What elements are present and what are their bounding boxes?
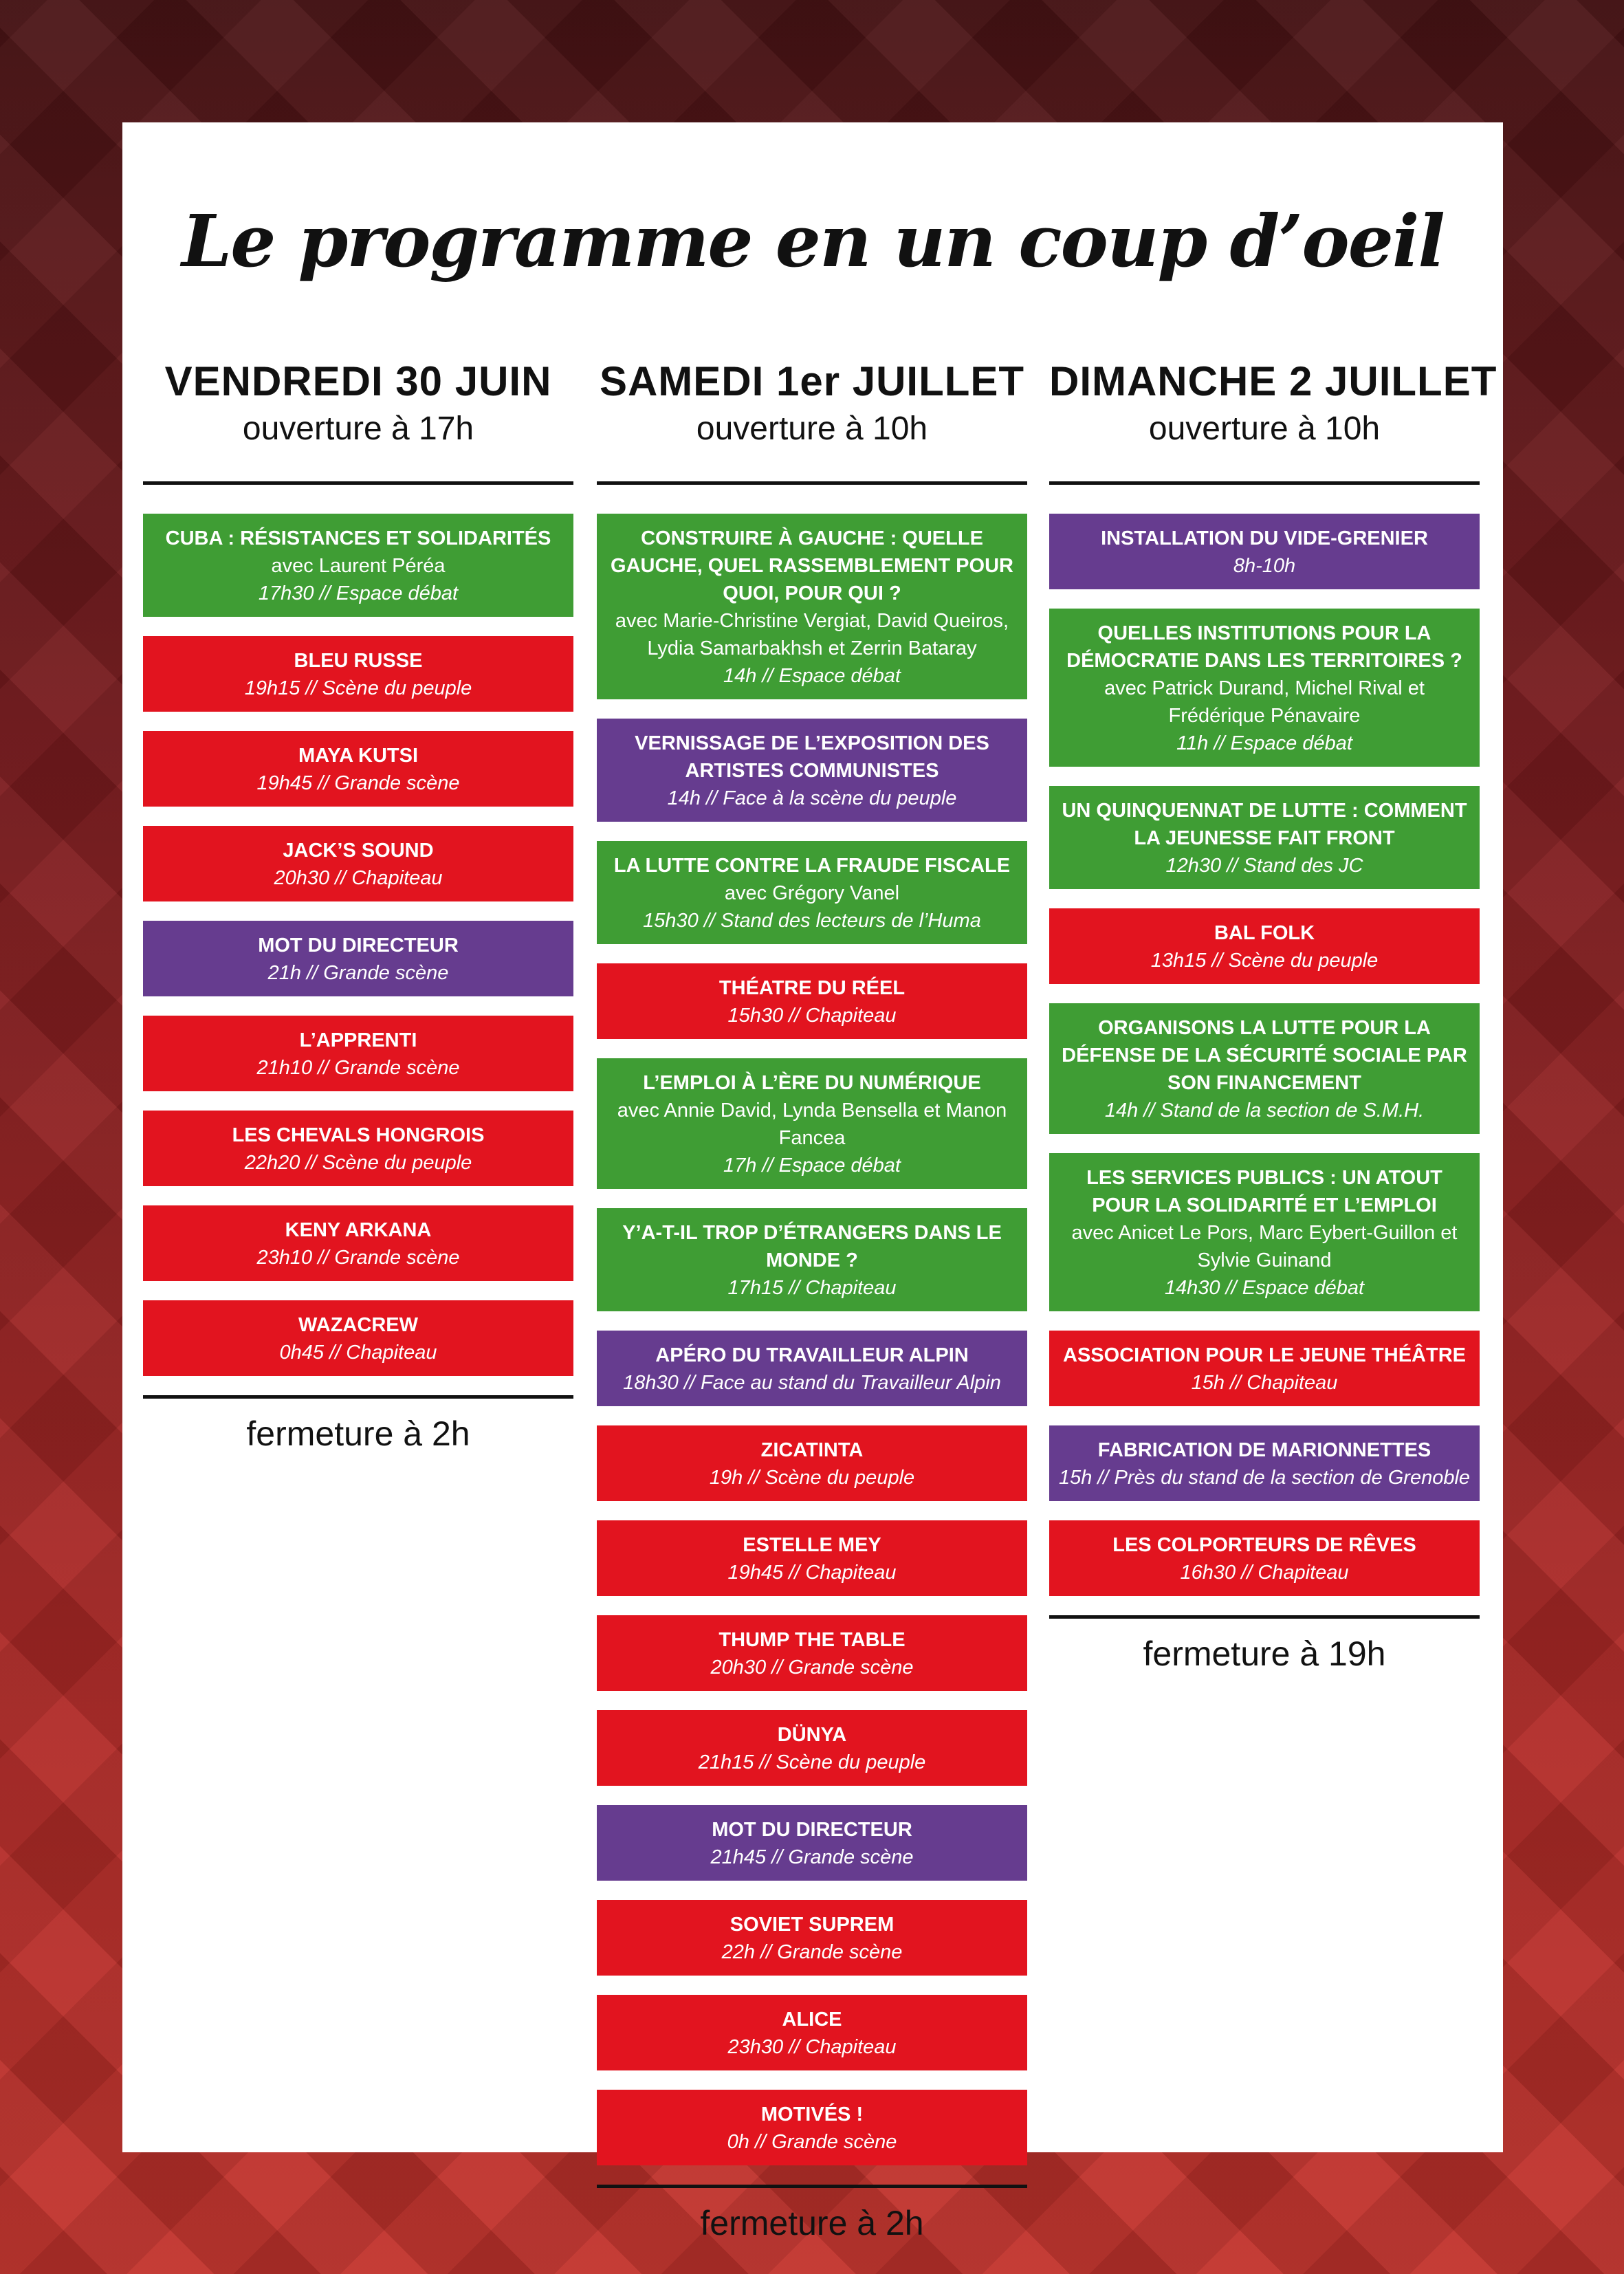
- event-time: 21h // Grande scène: [267, 962, 449, 984]
- event-title: LA LUTTE CONTRE LA FRAUDE FISCALE: [613, 855, 1011, 877]
- opening-time: ouverture à 10h: [696, 411, 928, 447]
- event-card: [143, 636, 573, 712]
- event-guests: avec Marie-Christine Vergiat, David Queiros, Lydia Samarbakhsh et Zerrin Bataray: [615, 610, 1009, 659]
- event-time: 22h // Grande scène: [721, 1941, 903, 1963]
- event-time: 22h20 // Scène du peuple: [244, 1152, 472, 1174]
- event-card: [143, 921, 573, 996]
- event-title: ORGANISONS LA LUTTE POUR LA DÉFENSE DE LA SÉCURITÉ SOCIALE PAR SON FINANCEMENT: [1062, 1017, 1467, 1094]
- event-card: [143, 514, 573, 617]
- event-time: 23h10 // Grande scène: [256, 1247, 460, 1269]
- event-title: WAZACREW: [298, 1314, 418, 1336]
- event-time: 8h-10h: [1233, 555, 1296, 577]
- event-title: ALICE: [782, 2009, 842, 2031]
- event-time: 15h // Près du stand de la section de Grenoble: [1058, 1467, 1471, 1489]
- day-name: DIMANCHE 2 JUILLET: [1049, 358, 1497, 404]
- event-card: [597, 1520, 1027, 1596]
- event-card: [143, 1300, 573, 1376]
- event-card: [597, 1058, 1027, 1189]
- event-list: [1049, 514, 1480, 1596]
- event-time: 14h30 // Espace débat: [1164, 1277, 1365, 1299]
- event-guests: avec Grégory Vanel: [724, 882, 900, 904]
- event-card: [597, 1425, 1027, 1501]
- event-title: MOT DU DIRECTEUR: [712, 1819, 912, 1841]
- event-card: [597, 1900, 1027, 1976]
- event-title: LES CHEVALS HONGROIS: [232, 1124, 485, 1146]
- event-time: 19h45 // Chapiteau: [727, 1562, 897, 1584]
- event-title: CUBA : RÉSISTANCES ET SOLIDARITÉS: [165, 527, 551, 549]
- event-time: 15h // Chapiteau: [1191, 1372, 1338, 1394]
- event-card: [597, 719, 1027, 822]
- event-title: MOT DU DIRECTEUR: [258, 934, 459, 956]
- event-title: UN QUINQUENNAT DE LUTTE : COMMENT LA JEUNESSE FAIT FRONT: [1062, 800, 1467, 849]
- event-title: ESTELLE MEY: [743, 1534, 881, 1556]
- event-title: ASSOCIATION POUR LE JEUNE THÉÂTRE: [1063, 1344, 1466, 1366]
- event-title: FABRICATION DE MARIONNETTES: [1097, 1439, 1431, 1461]
- event-card: [1049, 1520, 1480, 1596]
- day-column-saturday: [597, 356, 1027, 2243]
- event-card: [1049, 1153, 1480, 1311]
- event-time: 13h15 // Scène du peuple: [1150, 950, 1379, 972]
- event-time: 17h30 // Espace débat: [258, 582, 459, 604]
- event-title: L’EMPLOI À L’ÈRE DU NUMÉRIQUE: [643, 1072, 981, 1094]
- title-row: [122, 186, 1503, 296]
- event-title: THÉATRE DU RÉEL: [718, 977, 906, 999]
- event-time: 0h45 // Chapiteau: [279, 1342, 437, 1364]
- divider: [143, 481, 573, 485]
- closing-time: fermeture à 2h: [246, 1414, 470, 1453]
- event-card: [1049, 786, 1480, 889]
- day-column-friday: [143, 356, 573, 1454]
- event-time: 21h10 // Grande scène: [256, 1057, 460, 1079]
- event-title: KENY ARKANA: [285, 1219, 432, 1241]
- event-title: MOTIVÉS !: [760, 2103, 864, 2125]
- event-time: 14h // Espace débat: [723, 665, 901, 687]
- event-card: [1049, 609, 1480, 767]
- opening-time: ouverture à 17h: [242, 411, 474, 447]
- event-title: DÜNYA: [777, 1724, 847, 1746]
- event-guests: avec Annie David, Lynda Bensella et Manon Fancea: [617, 1100, 1007, 1149]
- event-title: APÉRO DU TRAVAILLEUR ALPIN: [655, 1344, 969, 1366]
- day-column-sunday: [1049, 356, 1497, 1674]
- event-time: 15h30 // Chapiteau: [727, 1005, 897, 1027]
- divider: [597, 481, 1027, 485]
- divider: [143, 1395, 573, 1399]
- event-time: 19h45 // Grande scène: [256, 772, 460, 794]
- event-card: [1049, 908, 1480, 984]
- day-header: [143, 356, 573, 481]
- event-time: 15h30 // Stand des lecteurs de l’Huma: [643, 910, 981, 932]
- page-title: Le programme en un coup d’oeil: [182, 198, 1444, 283]
- event-title: SOVIET SUPREM: [729, 1914, 895, 1936]
- event-time: 12h30 // Stand des JC: [1165, 855, 1363, 877]
- event-time: 21h45 // Grande scène: [710, 1846, 914, 1868]
- day-header: [1049, 356, 1497, 481]
- day-name: VENDREDI 30 JUIN: [164, 358, 552, 404]
- program-panel: [122, 122, 1503, 2242]
- event-card: [143, 1205, 573, 1281]
- event-title: LES COLPORTEURS DE RÊVES: [1112, 1534, 1416, 1556]
- closing-time: fermeture à 19h: [1143, 1635, 1386, 1673]
- event-time: 19h15 // Scène du peuple: [244, 677, 472, 699]
- event-title: JACK’S SOUND: [283, 840, 434, 862]
- event-title: INSTALLATION DU VIDE-GRENIER: [1101, 527, 1428, 549]
- event-time: 16h30 // Chapiteau: [1180, 1562, 1349, 1584]
- opening-time: ouverture à 10h: [1148, 411, 1381, 447]
- event-card: [597, 1710, 1027, 1786]
- event-card: [597, 1995, 1027, 2070]
- event-card: [597, 1615, 1027, 1691]
- event-card: [597, 841, 1027, 944]
- event-title: VERNISSAGE DE L’EXPOSITION DES ARTISTES COMMUNISTES: [635, 732, 989, 782]
- event-time: 0h // Grande scène: [727, 2131, 897, 2153]
- event-card: [1049, 1425, 1480, 1501]
- closing-time: fermeture à 2h: [700, 2204, 924, 2242]
- event-card: [1049, 1003, 1480, 1134]
- event-time: 14h // Stand de la section de S.M.H.: [1104, 1100, 1425, 1122]
- event-title: Y’A-T-IL TROP D’ÉTRANGERS DANS LE MONDE ?: [622, 1222, 1002, 1271]
- event-time: 23h30 // Chapiteau: [727, 2036, 897, 2058]
- event-card: [597, 963, 1027, 1039]
- event-time: 17h // Espace débat: [723, 1155, 901, 1177]
- day-header: [597, 356, 1027, 481]
- event-guests: avec Laurent Péréa: [271, 555, 446, 577]
- event-title: THUMP THE TABLE: [718, 1629, 906, 1651]
- event-card: [143, 1111, 573, 1186]
- event-time: 20h30 // Chapiteau: [274, 867, 443, 889]
- event-title: L’APPRENTI: [299, 1029, 417, 1051]
- event-card: [597, 1208, 1027, 1311]
- event-title: CONSTRUIRE À GAUCHE : QUELLE GAUCHE, QUEL RASSEMBLEMENT POUR QUOI, POUR QUI ?: [611, 527, 1013, 604]
- event-card: [143, 731, 573, 807]
- divider: [597, 2185, 1027, 2188]
- event-time: 19h // Scène du peuple: [709, 1467, 915, 1489]
- event-card: [597, 1331, 1027, 1406]
- event-guests: avec Anicet Le Pors, Marc Eybert-Guillon et Sylvie Guinand: [1071, 1222, 1458, 1271]
- event-card: [597, 1805, 1027, 1881]
- event-time: 17h15 // Chapiteau: [727, 1277, 897, 1299]
- event-list: [143, 514, 573, 1376]
- event-time: 14h // Face à la scène du peuple: [667, 787, 957, 809]
- event-time: 20h30 // Grande scène: [710, 1657, 914, 1679]
- divider: [1049, 481, 1480, 485]
- event-card: [1049, 1331, 1480, 1406]
- event-card: [143, 1016, 573, 1091]
- day-name: SAMEDI 1er JUILLET: [599, 358, 1025, 404]
- event-card: [597, 514, 1027, 699]
- event-title: MAYA KUTSI: [298, 745, 419, 767]
- event-card: [597, 2090, 1027, 2165]
- event-title: BLEU RUSSE: [294, 650, 423, 672]
- event-title: BAL FOLK: [1214, 922, 1315, 944]
- event-card: [1049, 514, 1480, 589]
- event-card: [143, 826, 573, 901]
- event-title: LES SERVICES PUBLICS : UN ATOUT POUR LA SOLIDARITÉ ET L’EMPLOI: [1086, 1167, 1442, 1216]
- event-title: ZICATINTA: [760, 1439, 864, 1461]
- event-list: [597, 514, 1027, 2165]
- event-time: 21h15 // Scène du peuple: [698, 1751, 926, 1773]
- divider: [1049, 1615, 1480, 1619]
- event-title: QUELLES INSTITUTIONS POUR LA DÉMOCRATIE DANS LES TERRITOIRES ?: [1066, 622, 1462, 672]
- event-time: 11h // Espace débat: [1176, 732, 1352, 754]
- event-guests: avec Patrick Durand, Michel Rival et Frédérique Pénavaire: [1104, 677, 1425, 727]
- event-time: 18h30 // Face au stand du Travailleur Alpin: [623, 1372, 1001, 1394]
